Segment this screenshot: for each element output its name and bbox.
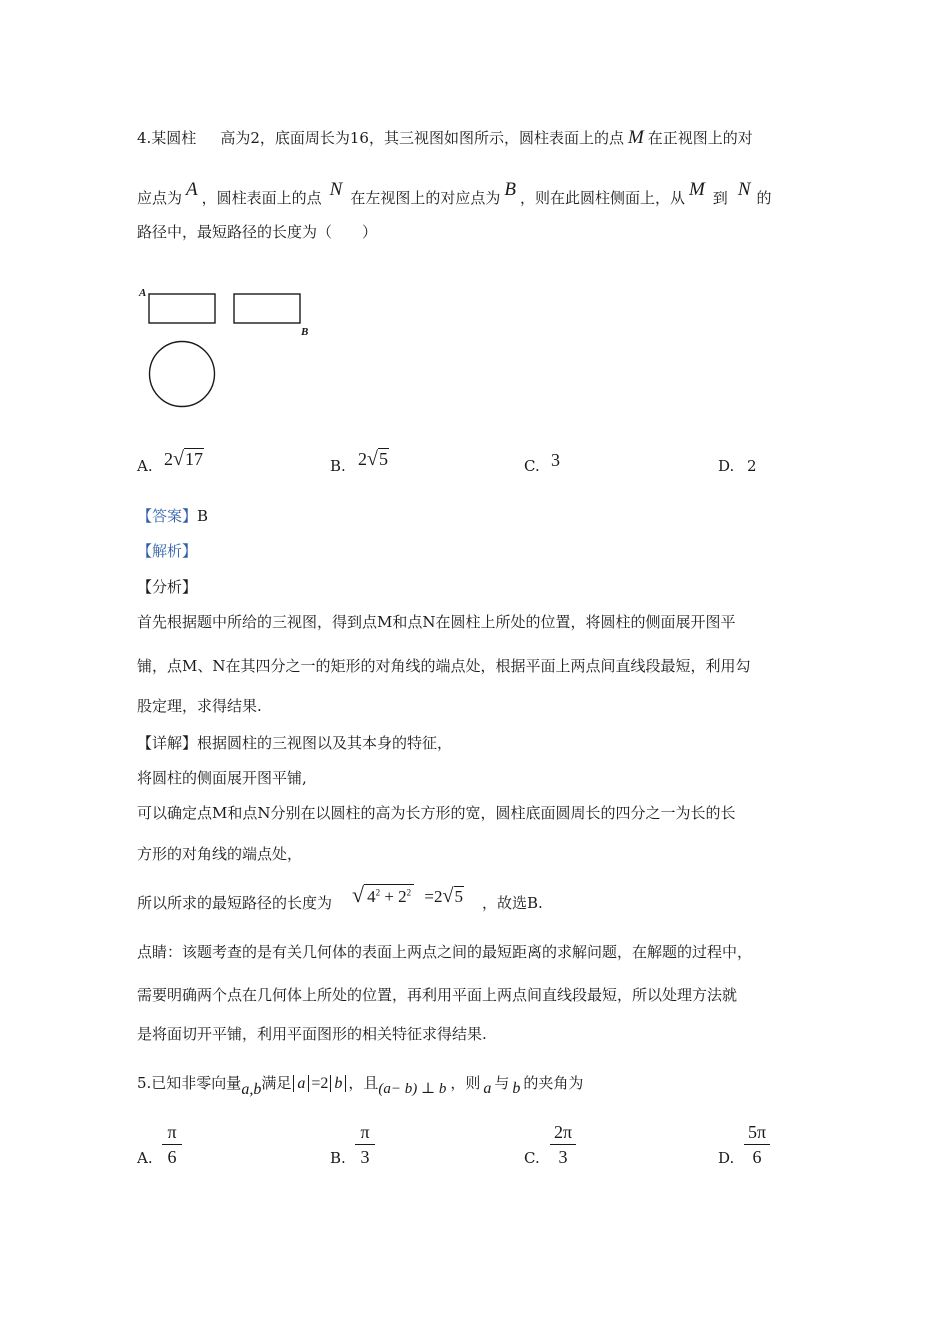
fenxi-line-1: 首先根据题中所给的三视图，得到点M和点N在圆柱上所处的位置，将圆柱的侧面展开图平 — [137, 613, 736, 631]
detail-tag: 【详解】 — [137, 734, 198, 752]
q5-perp-expr: (a− b) ⊥ b — [378, 1081, 447, 1097]
q4-line2 — [137, 179, 772, 208]
option-d-label: D. — [718, 457, 735, 475]
expr-root-five: 5 — [454, 887, 463, 906]
q5-abs-b — [330, 1075, 346, 1092]
option-d-value: 2 — [747, 457, 757, 475]
comment-line-2: 需要明确两个点在几何体上所处的位置，再利用平面上两点间直线段最短，所以处理方法就 — [137, 986, 738, 1004]
q4-line2-a: 应点为 — [137, 189, 183, 207]
q5-a: a — [483, 1080, 492, 1097]
q5-option-b[interactable] — [330, 1148, 346, 1168]
option-b-label: B. — [330, 457, 346, 475]
expr-eq-two: =2 — [424, 887, 443, 906]
option-a-radicand: 17 — [184, 449, 203, 469]
q5-option-d-label: D. — [718, 1149, 735, 1167]
q4-line2-e: 到 — [712, 189, 728, 207]
q4-option-d[interactable] — [718, 456, 757, 476]
q5-a-num: π — [167, 1122, 177, 1142]
fenxi-line-2: 铺，点M、N在其四分之一的矩形的对角线的端点处，根据平面上两点间直线段最短，利用勾 — [137, 657, 751, 675]
q5-yu: 与 — [494, 1074, 510, 1092]
fenxi-tag: 【分析】 — [137, 578, 198, 596]
answer-line — [137, 506, 208, 526]
q4-line3: 路径中，最短路径的长度为（ ） — [137, 223, 378, 241]
q5-mid2: ，且 — [348, 1074, 379, 1092]
q5-option-d-frac — [744, 1122, 770, 1167]
q5-option-b-label: B. — [330, 1149, 346, 1167]
q5-mid: 满足 — [261, 1074, 292, 1092]
q4-line2-f: 的 — [756, 189, 772, 207]
detail-line-0 — [137, 733, 452, 753]
q5-option-a-frac — [162, 1122, 182, 1167]
q5-option-a[interactable] — [137, 1148, 153, 1168]
three-view-figure — [130, 280, 330, 415]
q4-line1-mid: 高为2，底面周长为16，其三视图如图所示，圆柱表面上的点 — [220, 129, 624, 147]
q5-option-c[interactable] — [524, 1148, 540, 1168]
detail-line-1: 将圆柱的侧面展开图平铺, — [137, 769, 307, 787]
detail-final-expr: √ $4^2 + 2^2 =2√5$ — [352, 882, 463, 907]
q5-line — [137, 1073, 584, 1098]
q5-abs-a — [293, 1075, 309, 1092]
fenxi-line-3: 股定理，求得结果. — [137, 697, 262, 715]
point-m-2: M — [688, 179, 705, 200]
q5-vectors: a,b — [241, 1081, 262, 1098]
detail-line-2: 可以确定点M和点N分别在以圆柱的高为长方形的宽，圆柱底面圆周长的四分之一为长的长 — [137, 804, 736, 822]
q5-prefix: 5.已知非零向量 — [137, 1074, 242, 1092]
q4-line1-end: 在正视图上的对 — [647, 129, 753, 147]
q5-mid3: ，则 — [450, 1074, 481, 1092]
q5-option-b-frac — [355, 1122, 375, 1167]
q5-end: 的夹角为 — [523, 1074, 584, 1092]
expr-exp-1: 2 — [375, 887, 381, 898]
q5-option-c-frac — [550, 1122, 576, 1167]
analysis-tag: 【解析】 — [137, 542, 198, 560]
expr-plus-two: + 2 — [380, 887, 407, 906]
option-b-coef: 2 — [358, 449, 367, 469]
q4-line2-d: ，则在此圆柱侧面上，从 — [519, 189, 685, 207]
label-a: A — [139, 287, 147, 299]
q4-option-a-value: 2√17 — [164, 448, 203, 470]
detail-final-suffix: ，故选B. — [482, 894, 543, 912]
q4-option-b[interactable] — [330, 456, 346, 476]
q4-line2-b: ，圆柱表面上的点 — [201, 189, 322, 207]
option-a-coef: 2 — [164, 449, 173, 469]
point-n-2: N — [737, 179, 751, 200]
point-a: A — [186, 179, 198, 200]
q4-option-c[interactable] — [524, 456, 540, 476]
q4-option-a[interactable] — [137, 456, 153, 476]
answer-value: B — [197, 507, 209, 525]
q4-option-b-value: 2√5 — [358, 448, 388, 470]
option-a-label: A. — [137, 457, 153, 475]
q5-d-num: 5π — [747, 1122, 767, 1142]
q5-d-den: 6 — [752, 1147, 762, 1167]
q4-line2-c: 在左视图上的对应点为 — [350, 189, 501, 207]
point-n: N — [329, 179, 343, 200]
q5-option-a-label: A. — [137, 1149, 153, 1167]
top-view-circle — [150, 342, 215, 407]
option-c-label: C. — [524, 457, 540, 475]
q5-a-den: 6 — [167, 1147, 177, 1167]
q5-b-num: π — [360, 1122, 370, 1142]
detail-first: 根据圆柱的三视图以及其本身的特征， — [197, 734, 453, 752]
detail-final-prefix: 所以所求的最短路径的长度为 — [137, 894, 333, 912]
comment-line-1: 点睛：该题考查的是有关几何体的表面上两点之间的最短距离的求解问题，在解题的过程中， — [137, 943, 753, 961]
detail-line-3: 方形的对角线的端点处， — [137, 845, 303, 863]
comment-line-3: 是将面切开平铺，利用平面图形的相关特征求得结果. — [137, 1025, 487, 1043]
q4-number-text: 4.某圆柱 — [137, 129, 197, 147]
front-view-rect — [149, 294, 215, 323]
option-b-radicand: 5 — [378, 449, 388, 469]
q5-abs-b-val: b — [334, 1075, 343, 1092]
q5-abs-a-val: a — [297, 1075, 306, 1092]
q5-c-num: 2π — [553, 1122, 573, 1142]
q4-line1 — [137, 128, 753, 148]
point-m: M — [627, 127, 644, 148]
side-view-rect — [234, 294, 300, 323]
q5-b: b — [512, 1080, 521, 1097]
q5-c-den: 3 — [558, 1147, 568, 1167]
q5-eq-two: =2 — [311, 1075, 329, 1092]
expr-radicand — [364, 884, 414, 907]
expr-four: 4 — [367, 887, 376, 906]
label-b: B — [301, 326, 309, 338]
expr-exp-2: 2 — [406, 887, 412, 898]
answer-tag: 【答案】 — [137, 507, 198, 525]
q4-option-c-value: 3 — [551, 450, 560, 470]
q5-b-den: 3 — [360, 1147, 370, 1167]
q5-option-d[interactable] — [718, 1148, 734, 1168]
point-b: B — [504, 179, 516, 200]
q5-option-c-label: C. — [524, 1149, 540, 1167]
